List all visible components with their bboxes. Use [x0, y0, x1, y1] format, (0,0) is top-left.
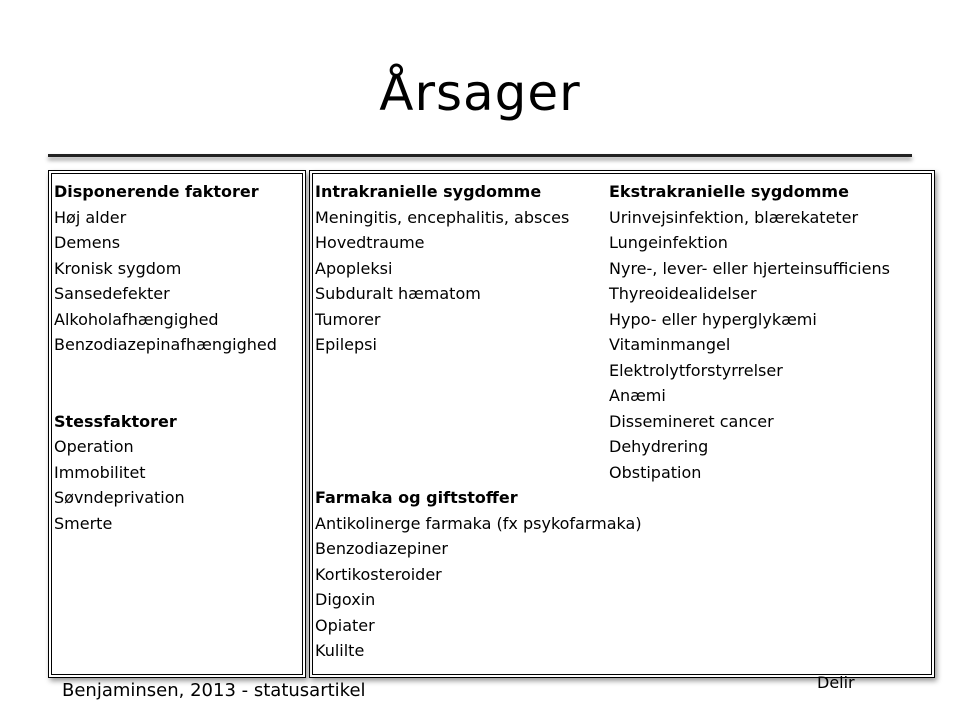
list-item: Subduralt hæmatom [315, 284, 481, 303]
list-item: Opiater [315, 615, 375, 635]
farmaka-heading: Farmaka og giftstoffer [315, 488, 518, 507]
topic-label: Delir [817, 673, 855, 692]
list-item: Demens [54, 233, 121, 252]
intrakranielle-column [315, 179, 569, 358]
list-item: Tumorer [315, 309, 381, 329]
farmaka-column [315, 485, 642, 664]
list-item: Vitaminmangel [609, 335, 731, 354]
list-item: Dehydrering [609, 437, 709, 456]
disponerende-heading: Disponerende faktorer [54, 182, 259, 201]
list-item: Epilepsi [315, 335, 377, 354]
list-item: Kortikosteroider [315, 564, 442, 584]
list-item: Urinvejsinfektion, blærekateter [609, 207, 859, 227]
list-item: Kulilte [315, 641, 365, 660]
list-item: Hypo- eller hyperglykæmi [609, 309, 817, 329]
list-item: Apopleksi [315, 258, 393, 278]
list-item: Benzodiazepiner [315, 539, 448, 558]
list-item: Nyre-, lever- eller hjerteinsufficiens [609, 258, 890, 278]
intrakranielle-heading: Intrakranielle sygdomme [315, 182, 542, 201]
list-item: Operation [54, 437, 134, 456]
spacer [54, 358, 277, 409]
list-item: Hovedtraume [315, 233, 425, 252]
list-item: Alkoholafhængighed [54, 309, 219, 329]
ekstrakranielle-heading: Ekstrakranielle sygdomme [609, 182, 849, 201]
list-item: Immobilitet [54, 462, 146, 482]
list-item: Dissemineret cancer [609, 411, 774, 431]
list-item: Elektrolytforstyrrelser [609, 360, 783, 380]
list-item: Thyreoidealidelser [609, 284, 757, 303]
list-item: Kronisk sygdom [54, 258, 182, 278]
list-item: Lungeinfektion [609, 233, 728, 252]
slide-title: Årsager [379, 64, 581, 122]
left-column [54, 179, 277, 536]
title-divider [48, 154, 912, 157]
list-item: Digoxin [315, 590, 376, 609]
list-item: Smerte [54, 513, 113, 533]
list-item: Antikolinerge farmaka (fx psykofarmaka) [315, 513, 642, 533]
list-item: Benzodiazepinafhængighed [54, 335, 277, 354]
stress-heading: Stessfaktorer [54, 411, 177, 431]
source-citation: Benjaminsen, 2013 - statusartikel [62, 680, 366, 701]
ekstrakranielle-column [609, 179, 890, 485]
list-item: Obstipation [609, 462, 702, 482]
list-item: Sansedefekter [54, 284, 170, 303]
list-item: Høj alder [54, 207, 127, 227]
list-item: Meningitis, encephalitis, absces [315, 207, 570, 227]
list-item: Anæmi [609, 386, 666, 405]
list-item: Søvndeprivation [54, 488, 185, 507]
